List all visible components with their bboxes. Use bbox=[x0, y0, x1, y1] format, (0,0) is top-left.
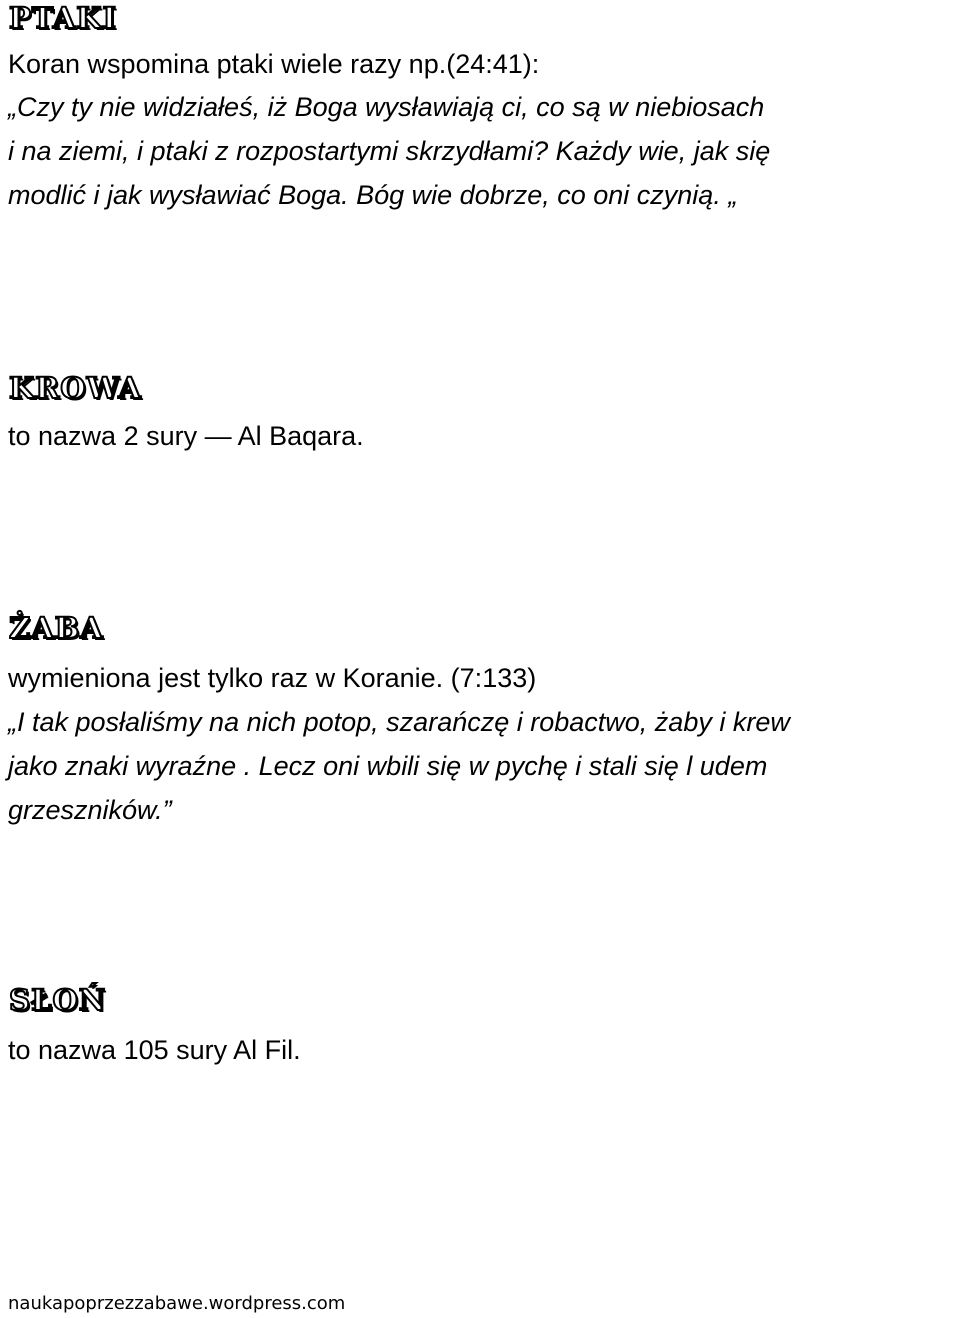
footer-site-link[interactable]: naukapoprzezzabawe.wordpress.com bbox=[8, 1293, 346, 1314]
ptaki-quote-line-1: „Czy ty nie widziałeś, iż Boga wysławiają ci, co są w niebiosach bbox=[8, 92, 765, 122]
ptaki-intro: Koran wspomina ptaki wiele razy np.(24:41): bbox=[8, 49, 540, 79]
heading-zaba: ŻABA bbox=[9, 611, 104, 645]
zaba-intro: wymieniona jest tylko raz w Koranie. (7:133) bbox=[8, 663, 537, 693]
zaba-quote-line-3: grzeszników.” bbox=[8, 795, 172, 825]
slon-text: to nazwa 105 sury Al Fil. bbox=[8, 1035, 301, 1065]
ptaki-quote-line-2: i na ziemi, i ptaki z rozpostartymi skrzydłami? Każdy wie, jak się bbox=[8, 136, 771, 166]
ptaki-quote-line-3: modlić i jak wysławiać Boga. Bóg wie dobrze, co oni czynią. „ bbox=[8, 180, 738, 210]
zaba-quote-line-2: jako znaki wyraźne . Lecz oni wbili się w pychę i stali się l udem bbox=[8, 751, 768, 781]
zaba-quote-line-1: „I tak posłaliśmy na nich potop, szarańczę i robactwo, żaby i krew bbox=[8, 707, 790, 737]
heading-krowa: KROWA bbox=[9, 371, 142, 405]
heading-slon: SŁOŃ bbox=[9, 983, 107, 1017]
heading-ptaki: PTAKI bbox=[9, 1, 118, 35]
krowa-text: to nazwa 2 sury — Al Baqara. bbox=[8, 421, 364, 451]
